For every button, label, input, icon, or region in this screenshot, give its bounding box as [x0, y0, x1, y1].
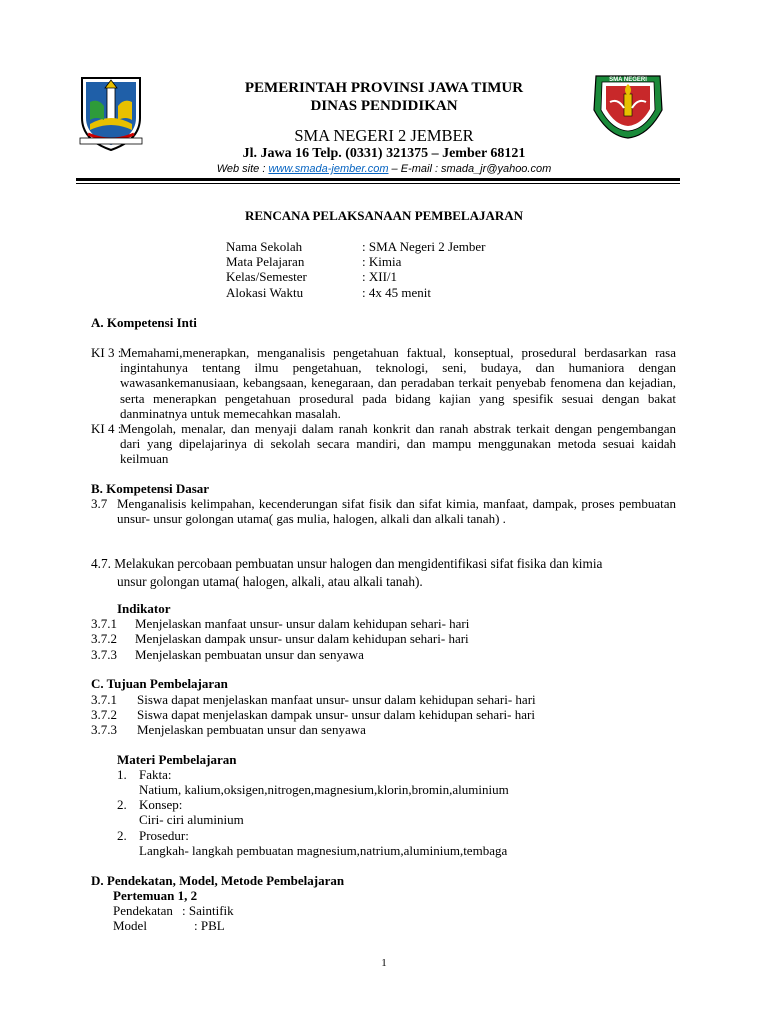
kd-3-7-text: Menganalisis kelimpahan, kecenderungan sifat fisik dan sifat kimia, manfaat, dampak, proses pembuatan unsur- unsur golongan utama( gas mulia, halogen, alkali dan alkali tanah) . — [117, 496, 676, 527]
model-label: Model — [113, 918, 147, 933]
tujuan-number: 3.7.2 — [91, 707, 117, 722]
badge-text: SMA NEGERI — [609, 77, 647, 83]
indikator-number: 3.7.3 — [91, 647, 117, 662]
school-badge-icon — [588, 68, 668, 140]
header-rule-thin — [76, 183, 680, 184]
document-title: RENCANA PELAKSANAAN PEMBELAJARAN — [244, 208, 524, 223]
gov-heading: PEMERINTAH PROVINSI JAWA TIMUR — [244, 80, 524, 96]
identity-label: Mata Pelajaran — [226, 254, 305, 269]
header-rule-thick — [76, 178, 680, 181]
pendekatan-value: : Saintifik — [182, 903, 234, 918]
ki3-label: KI 3 : — [91, 345, 122, 360]
materi-number: 2. — [117, 828, 127, 843]
section-d-title: D. Pendekatan, Model, Metode Pembelajaran — [91, 873, 345, 888]
school-name: SMA NEGERI 2 JEMBER — [294, 126, 474, 145]
identity-value: : 4x 45 menit — [362, 285, 431, 300]
ki4-text: Mengolah, menalar, dan menyaji dalam ranah konkrit dan ranah abstrak terkait dengan pengembangan dari yang dipelajarinya di sekolah secara mandiri, dan mampu menggunakan metoda sesuai kaidah keilmuan — [120, 421, 676, 467]
web-label: Web site : — [216, 163, 269, 175]
materi-label: Prosedur: — [139, 828, 189, 843]
page-number: 1 — [381, 957, 387, 969]
materi-content: Natium, kalium,oksigen,nitrogen,magnesium,klorin,bromin,aluminium — [139, 782, 509, 797]
website-link[interactable]: www.smada-jember.com — [268, 163, 389, 175]
identity-value: : SMA Negeri 2 Jember — [362, 239, 486, 254]
tujuan-number: 3.7.1 — [91, 692, 117, 707]
indikator-text: Menjelaskan pembuatan unsur dan senyawa — [135, 647, 364, 662]
tujuan-text: Siswa dapat menjelaskan manfaat unsur- unsur dalam kehidupan sehari- hari — [137, 692, 536, 707]
tujuan-text: Siswa dapat menjelaskan dampak unsur- unsur dalam kehidupan sehari- hari — [137, 707, 535, 722]
email-label: – E-mail : smada_jr@yahoo.com — [388, 163, 552, 175]
materi-content: Langkah- langkah pembuatan magnesium,natrium,aluminium,tembaga — [139, 843, 508, 858]
pendekatan-label: Pendekatan — [113, 903, 173, 918]
materi-number: 2. — [117, 797, 127, 812]
identity-label: Alokasi Waktu — [226, 285, 304, 300]
ki3-text: Memahami,menerapkan, menganalisis pengetahuan faktual, konseptual, prosedural berdasarkan rasa ingintahunya tentang ilmu pengetahuan, teknologi, seni, budaya, dan humaniora dengan wawasankemanusiaan, kebangsaan, kenegaraan, dan peradaban terkait penyebab fenomena dan kejadian, serta menerapkan pengetahuan prosedural pada bidang kajian yang spesifik sesuai dengan bakat danminatnya untuk memecahkan masalah. — [120, 345, 676, 421]
pertemuan-heading: Pertemuan 1, 2 — [113, 888, 198, 903]
section-c-title: C. Tujuan Pembelajaran — [91, 676, 228, 691]
indikator-text: Menjelaskan dampak unsur- unsur dalam kehidupan sehari- hari — [135, 631, 469, 646]
ki4-label: KI 4 : — [91, 421, 122, 436]
materi-title: Materi Pembelajaran — [117, 752, 237, 767]
indikator-title: Indikator — [117, 601, 171, 616]
indikator-number: 3.7.1 — [91, 616, 117, 631]
school-address: Jl. Jawa 16 Telp. (0331) 321375 – Jember 68121 — [242, 146, 526, 161]
section-a-title: A. Kompetensi Inti — [91, 315, 197, 330]
model-value: : PBL — [194, 918, 225, 933]
kd-3-7-number: 3.7 — [91, 496, 108, 511]
tujuan-text: Menjelaskan pembuatan unsur dan senyawa — [137, 722, 366, 737]
dept-heading: DINAS PENDIDIKAN — [310, 98, 458, 114]
indikator-text: Menjelaskan manfaat unsur- unsur dalam kehidupan sehari- hari — [135, 616, 470, 631]
identity-label: Kelas/Semester — [226, 269, 307, 284]
materi-content: Ciri- ciri aluminium — [139, 812, 244, 827]
kd-4-7-line1: 4.7. Melakukan percobaan pembuatan unsur halogen dan mengidentifikasi sifat fisika dan kimia — [91, 556, 603, 571]
identity-label: Nama Sekolah — [226, 239, 303, 254]
identity-value: : XII/1 — [362, 269, 398, 284]
contact-line — [0, 163, 768, 175]
indikator-number: 3.7.2 — [91, 631, 117, 646]
materi-number: 1. — [117, 767, 127, 782]
materi-label: Konsep: — [139, 797, 183, 812]
section-b-title: B. Kompetensi Dasar — [91, 481, 210, 496]
tujuan-number: 3.7.3 — [91, 722, 117, 737]
materi-label: Fakta: — [139, 767, 172, 782]
kd-4-7-line2: unsur golongan utama( halogen, alkali, atau alkali tanah). — [117, 574, 423, 589]
identity-value: : Kimia — [362, 254, 402, 269]
